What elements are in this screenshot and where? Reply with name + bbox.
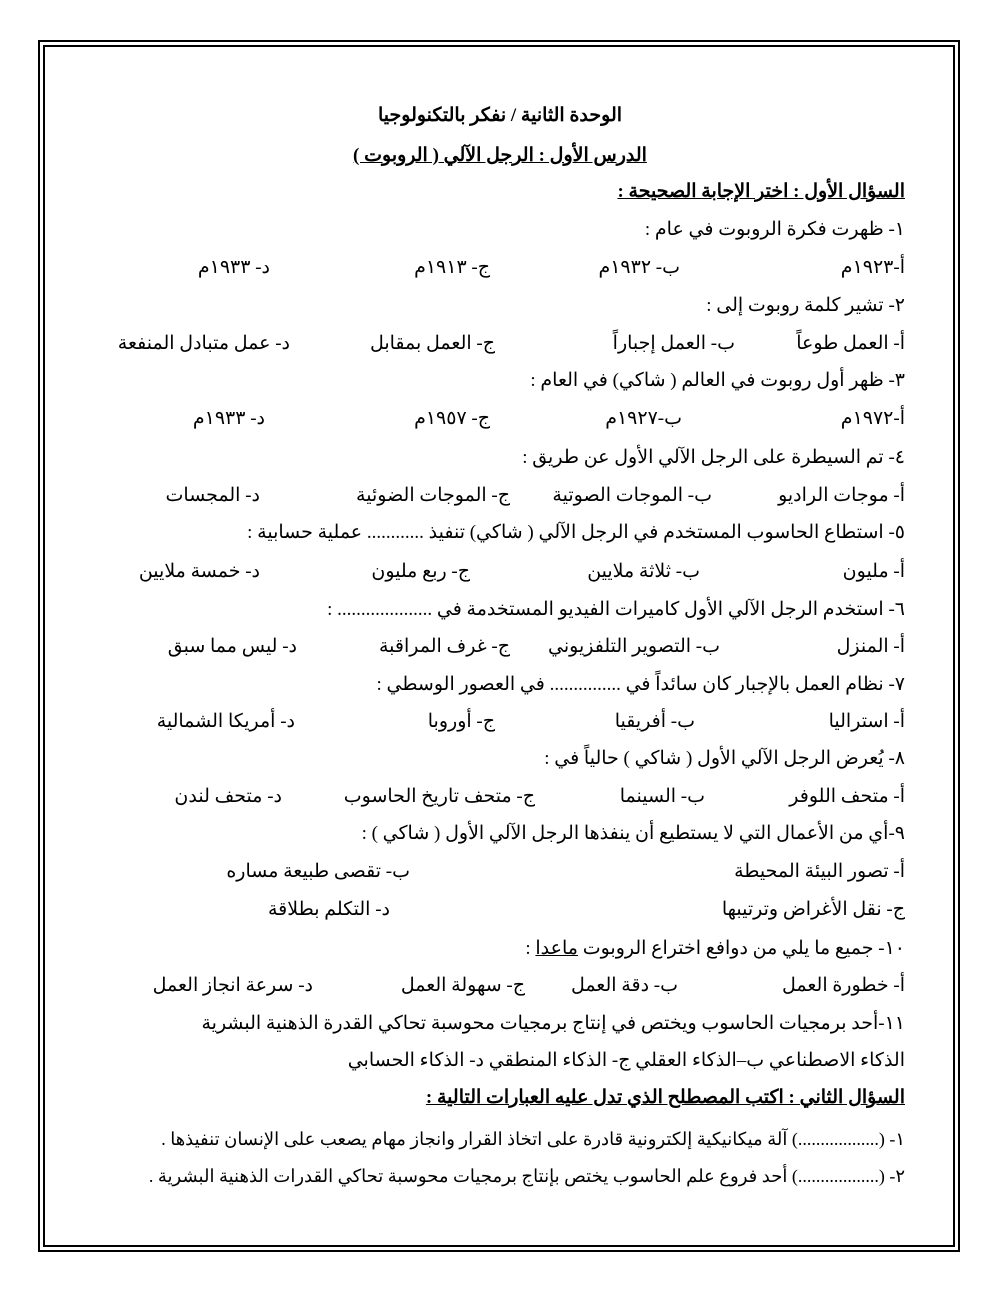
q5-option-c: ج- ربع مليون (371, 561, 470, 582)
q10-option-c: ج- سهولة العمل (400, 975, 525, 996)
q9-option-c: ج- نقل الأغراض وترتيبها (721, 899, 905, 920)
question-10-text: ١٠- جميع ما يلي من دوافع اختراع الروبوت (582, 938, 905, 959)
question-9: ٩-أي من الأعمال التي لا يستطيع أن ينفذها الرجل الآلي الأول ( شاكي ) : (361, 823, 905, 844)
q5-option-a: أ- مليون (842, 561, 905, 582)
q7-option-c: ج- أوروبا (427, 711, 495, 732)
section2-item-2: ٢- (..................) أحد فروع علم الحاسوب يختص بإنتاج برمجيات محوسبة تحاكي القدرات الذهنية البشرية . (148, 1166, 905, 1186)
question-2: ٢- تشير كلمة روبوت إلى : (706, 295, 905, 316)
q1-option-d: د- ١٩٣٣م (197, 257, 270, 278)
q5-option-b: ب- ثلاثة ملايين (587, 561, 700, 582)
q7-option-b: ب- أفريقيا (614, 711, 695, 732)
unit-title: الوحدة الثانية / نفكر بالتكنولوجيا (377, 105, 623, 126)
question-11: ١١-أحد برمجيات الحاسوب ويختص في إنتاج برمجيات محوسبة تحاكي القدرة الذهنية البشرية (201, 1013, 905, 1034)
q10-option-d: د- سرعة انجاز العمل (152, 975, 313, 996)
q2-option-b: ب- العمل إجباراً (612, 333, 735, 354)
q8-option-b: ب- السينما (619, 786, 705, 807)
section2-title: السؤال الثاني : اكتب المصطلح الذي تدل عليه العبارات التالية : (425, 1087, 905, 1108)
q9-option-a: أ- تصور البيئة المحيطة (734, 861, 905, 882)
q2-option-a: أ- العمل طوعاً (796, 333, 905, 354)
q10-option-a: أ- خطورة العمل (782, 975, 905, 996)
q8-option-a: أ- متحف اللوفر (789, 786, 905, 807)
q8-option-c: ج- متحف تاريخ الحاسوب (343, 786, 535, 807)
q4-option-b: ب- الموجات الصوتية (552, 485, 712, 506)
question-5: ٥- استطاع الحاسوب المستخدم في الرجل الآلي ( شاكي) تنفيذ ............ عملية حسابية : (247, 522, 905, 543)
q11-options: الذكاء الاصطناعي ب–الذكاء العقلي ج- الذكاء المنطقي د- الذكاء الحسابي (347, 1050, 905, 1071)
q2-option-c: ج- العمل بمقابل (369, 333, 495, 354)
question-4: ٤- تم السيطرة على الرجل الآلي الأول عن طريق : (522, 447, 905, 468)
q3-option-b: ب-١٩٢٧م (605, 408, 682, 429)
question-1: ١- ظهرت فكرة الروبوت في عام : (644, 219, 905, 240)
q9-option-b: ب- تقصى طبيعة مساره (226, 861, 410, 882)
q10-option-b: ب- دقة العمل (570, 975, 678, 996)
q4-option-a: أ- موجات الراديو (778, 485, 905, 506)
q6-option-b: ب- التصوير التلفزيوني (548, 636, 720, 657)
question-6: ٦- استخدم الرجل الآلي الأول كاميرات الفيديو المستخدمة في .................... : (327, 599, 905, 620)
q3-option-d: د- ١٩٣٣م (192, 408, 265, 429)
q4-option-c: ج- الموجات الضوئية (356, 485, 510, 506)
question-8: ٨- يُعرض الرجل الآلي الأول ( شاكي ) حالياً في : (544, 748, 905, 769)
question-10-colon: : (525, 938, 536, 959)
question-10-except: ماعدا (535, 938, 578, 959)
section1-title: السؤال الأول : اختر الإجابة الصحيحة : (617, 181, 905, 202)
question-7: ٧- نظام العمل بالإجبار كان سائداً في ............... في العصور الوسطي : (376, 674, 905, 695)
question-10 (525, 937, 905, 961)
q1-option-b: ب- ١٩٣٢م (598, 257, 680, 278)
q7-option-d: د- أمريكا الشمالية (156, 711, 295, 732)
q6-option-c: ج- غرف المراقبة (378, 636, 510, 657)
q1-option-c: ج- ١٩١٣م (414, 257, 490, 278)
q6-option-d: د- ليس مما سبق (167, 636, 297, 657)
q4-option-d: د- المجسات (165, 485, 260, 506)
q5-option-d: د- خمسة ملايين (138, 561, 260, 582)
q8-option-d: د- متحف لندن (174, 786, 282, 807)
question-3: ٣- ظهر أول روبوت في العالم ( شاكي) في العام : (530, 370, 905, 391)
q1-option-a: أ-١٩٢٣م (840, 257, 905, 278)
q6-option-a: أ- المنزل (836, 636, 905, 657)
q3-option-a: أ-١٩٧٢م (840, 408, 905, 429)
q7-option-a: أ- استراليا (828, 711, 905, 732)
q9-option-d: د- التكلم بطلاقة (268, 899, 390, 920)
section2-item-1: ١- (..................) آلة ميكانيكية إلكترونية قادرة على اتخاذ القرار وانجاز مهام يصعب على الإنسان تنفيذها . (161, 1129, 905, 1149)
q2-option-d: د- عمل متبادل المنفعة (117, 333, 290, 354)
q3-option-c: ج- ١٩٥٧م (414, 408, 490, 429)
lesson-title: الدرس الأول : الرجل الآلي ( الروبوت ) (353, 145, 647, 166)
